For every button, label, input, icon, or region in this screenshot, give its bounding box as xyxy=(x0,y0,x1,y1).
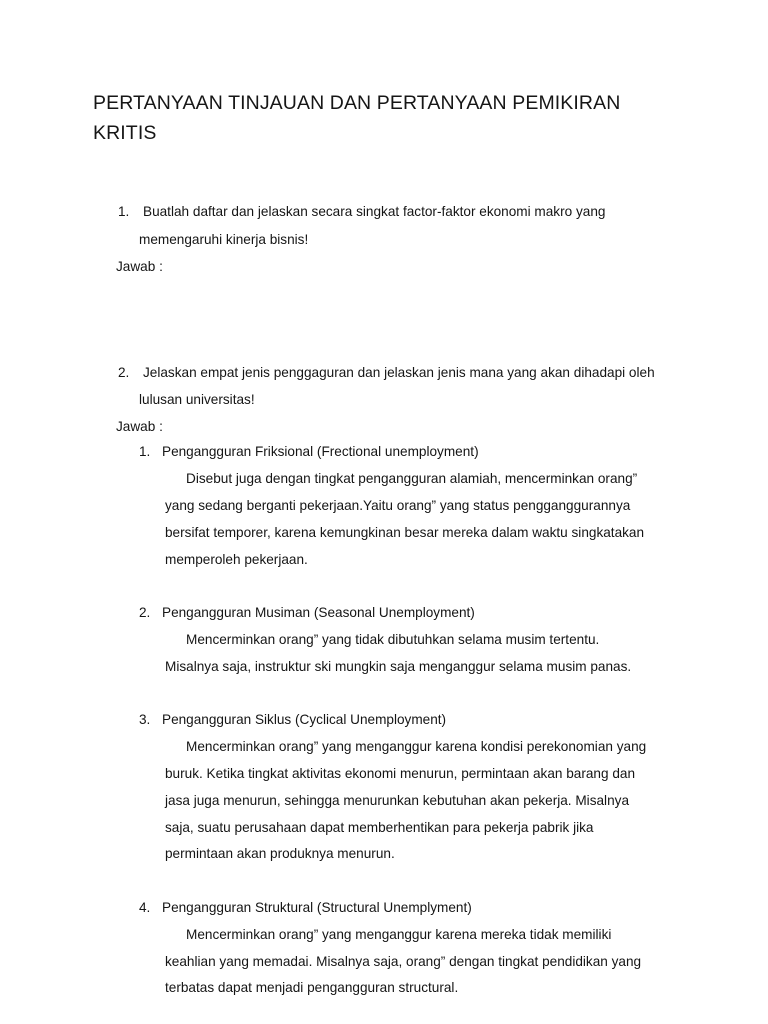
item-number: 1. xyxy=(139,444,151,459)
item-text: Disebut juga dengan tingkat pengangguran alamiah, mencerminkan orang” xyxy=(186,471,638,486)
item-number: 2. xyxy=(139,605,151,620)
item-text: permintaan akan produknya menurun. xyxy=(165,846,395,861)
item-heading: Pengangguran Friksional (Frectional unemployment) xyxy=(162,444,479,459)
item-text: terbatas dapat menjadi pengangguran structural. xyxy=(165,980,459,995)
title-line: PERTANYAAN TINJAUAN DAN PERTANYAAN PEMIKIRAN xyxy=(93,92,621,114)
title-line: KRITIS xyxy=(93,122,157,144)
item-text: yang sedang berganti pekerjaan.Yaitu orang” yang status pengganggurannya xyxy=(165,498,631,513)
answer-label: Jawab : xyxy=(116,419,163,434)
question-text: Buatlah daftar dan jelaskan secara singkat factor-faktor ekonomi makro yang xyxy=(143,204,606,219)
item-heading: Pengangguran Struktural (Structural Unemplyment) xyxy=(162,900,472,915)
item-number: 3. xyxy=(139,712,151,727)
document-title xyxy=(93,88,713,148)
item-text: buruk. Ketika tingkat aktivitas ekonomi menurun, permintaan akan barang dan xyxy=(165,766,636,781)
item-heading: Pengangguran Musiman (Seasonal Unemployment) xyxy=(162,605,475,620)
item-text: jasa juga menurun, sehingga menurunkan kebutuhan akan pekerja. Misalnya xyxy=(165,793,629,808)
item-number: 4. xyxy=(139,900,151,915)
item-text: bersifat temporer, karena kemungkinan besar mereka dalam waktu singkatakan xyxy=(165,525,645,540)
item-text: Mencerminkan orang” yang tidak dibutuhkan selama musim tertentu. xyxy=(186,632,600,647)
question-text: Jelaskan empat jenis penggaguran dan jelaskan jenis mana yang akan dihadapi oleh xyxy=(143,365,655,380)
item-text: Mencerminkan orang” yang menganggur karena mereka tidak memiliki xyxy=(186,927,612,942)
question-text: memengaruhi kinerja bisnis! xyxy=(139,232,309,247)
item-text: saja, suatu perusahaan dapat memberhentikan para pekerja pabrik jika xyxy=(165,820,594,835)
item-text: Misalnya saja, instruktur ski mungkin saja menganggur selama musim panas. xyxy=(165,659,632,674)
question-number: 2. xyxy=(118,365,130,380)
item-text: memperoleh pekerjaan. xyxy=(165,552,308,567)
answer-label: Jawab : xyxy=(116,259,163,274)
item-text: Mencerminkan orang” yang menganggur karena kondisi perekonomian yang xyxy=(186,739,647,754)
item-text: keahlian yang memadai. Misalnya saja, orang” dengan tingkat pendidikan yang xyxy=(165,954,642,969)
question-number: 1. xyxy=(118,204,130,219)
question-text: lulusan universitas! xyxy=(139,392,255,407)
item-heading: Pengangguran Siklus (Cyclical Unemployment) xyxy=(162,712,447,727)
